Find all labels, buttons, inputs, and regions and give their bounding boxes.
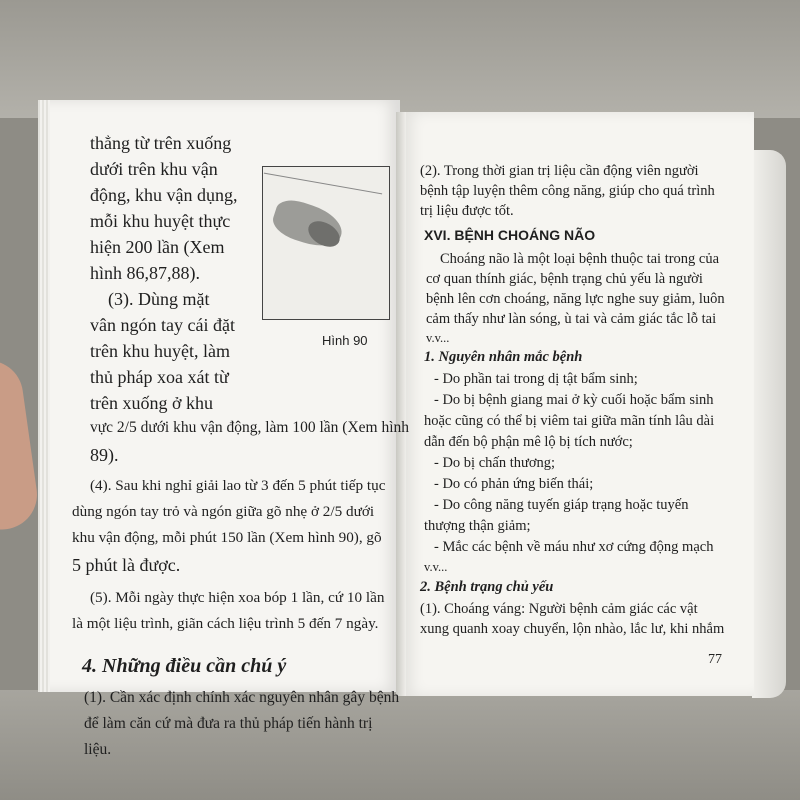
left-line: (3). Dùng mặt: [108, 289, 210, 309]
left-line: thẳng từ trên xuống: [90, 133, 232, 153]
book-gutter: [396, 112, 406, 696]
right-line: (2). Trong thời gian trị liệu cần động viên người: [420, 163, 699, 179]
right-line: bệnh tập luyện thêm công năng, giúp cho quá trình: [420, 183, 715, 199]
symptom-line: (1). Choáng váng: Người bệnh cảm giác các vật: [420, 601, 698, 617]
cause-line: dẫn đến bộ phận mê lộ bị tích nước;: [424, 434, 633, 450]
figure-illustration: [262, 166, 390, 320]
left-line: liệu.: [84, 741, 112, 758]
left-line: thủ pháp xoa xát từ: [90, 367, 229, 387]
left-line: hình 86,87,88).: [90, 263, 200, 283]
left-line: là một liệu trình, giãn cách liệu trình 5 đến 7 ngày.: [72, 615, 379, 632]
left-line: (4). Sau khi nghỉ giải lao từ 3 đến 5 phút tiếp tục: [90, 477, 386, 494]
left-line: vực 2/5 dưới khu vận động, làm 100 lần (Xem hình: [90, 419, 410, 436]
chapter-heading: XVI. BỆNH CHOÁNG NÃO: [424, 227, 596, 243]
left-line: dùng ngón tay trỏ và ngón giữa gõ nhẹ ở 2/5 dưới: [72, 503, 375, 520]
left-line: 5 phút là được.: [72, 555, 181, 575]
background-surface-bottom: [0, 690, 800, 800]
right-line: Choáng não là một loại bệnh thuộc tai trong của: [440, 251, 720, 267]
left-line: trên xuống ở khu: [90, 393, 214, 413]
cause-line: v.v...: [424, 560, 448, 574]
left-line: mỗi khu huyệt thực: [90, 211, 231, 231]
left-line: (1). Cần xác định chính xác nguyên nhân gây bệnh: [84, 689, 400, 706]
cause-line: - Do công năng tuyến giáp trạng hoặc tuyến: [434, 497, 689, 513]
left-line: động, khu vận dụng,: [90, 185, 238, 205]
left-line: để làm căn cứ mà đưa ra thủ pháp tiến hành trị: [84, 715, 373, 732]
symptom-line: xung quanh xoay chuyển, lộn nhào, lắc lư, khi nhắm: [420, 621, 725, 637]
right-line: cảm thấy như làn sóng, ù tai và cảm giác tắc lỗ tai: [426, 311, 717, 327]
cause-line: - Do bị bệnh giang mai ở kỳ cuối hoặc bẩm sinh: [434, 392, 714, 408]
left-line: hiện 200 lần (Xem: [90, 237, 225, 257]
cause-line: thượng thận giảm;: [424, 518, 531, 534]
left-line: dưới trên khu vận: [90, 159, 218, 179]
figure-caption: Hình 90: [322, 333, 368, 348]
thumb: [0, 356, 41, 534]
left-line: khu vận động, mỗi phút 150 lần (Xem hình 90), gõ: [72, 529, 382, 546]
right-line: cơ quan thính giác, bệnh trạng chủ yếu là người: [426, 271, 703, 287]
cause-line: hoặc cũng có thể bị viêm tai giữa mãn tính lâu dài: [424, 413, 715, 429]
subheading-symptoms: 2. Bệnh trạng chủ yếu: [420, 579, 554, 595]
cause-line: - Do bị chấn thương;: [434, 455, 556, 471]
cause-line: - Do phần tai trong dị tật bẩm sinh;: [434, 371, 638, 387]
page-number: 77: [708, 652, 722, 667]
right-line: v.v...: [426, 331, 450, 345]
cause-line: - Mắc các bệnh về máu như xơ cứng động mạch: [434, 539, 714, 555]
left-line: (5). Mỗi ngày thực hiện xoa bóp 1 lần, cứ 10 lần: [90, 589, 385, 606]
left-line: vân ngón tay cái đặt: [90, 315, 235, 335]
cause-line: - Do có phản ứng biến thái;: [434, 476, 594, 492]
section-heading: 4. Những điều cần chú ý: [82, 655, 287, 677]
left-line: 89).: [90, 445, 119, 465]
right-line: bệnh lên cơn choáng, năng lực nghe suy giảm, luôn: [426, 291, 725, 307]
book-page-edges: [752, 150, 786, 698]
subheading-causes: 1. Nguyên nhân mắc bệnh: [424, 349, 583, 365]
right-line: trị liệu được tốt.: [420, 203, 514, 219]
left-line: trên khu huyệt, làm: [90, 341, 230, 361]
